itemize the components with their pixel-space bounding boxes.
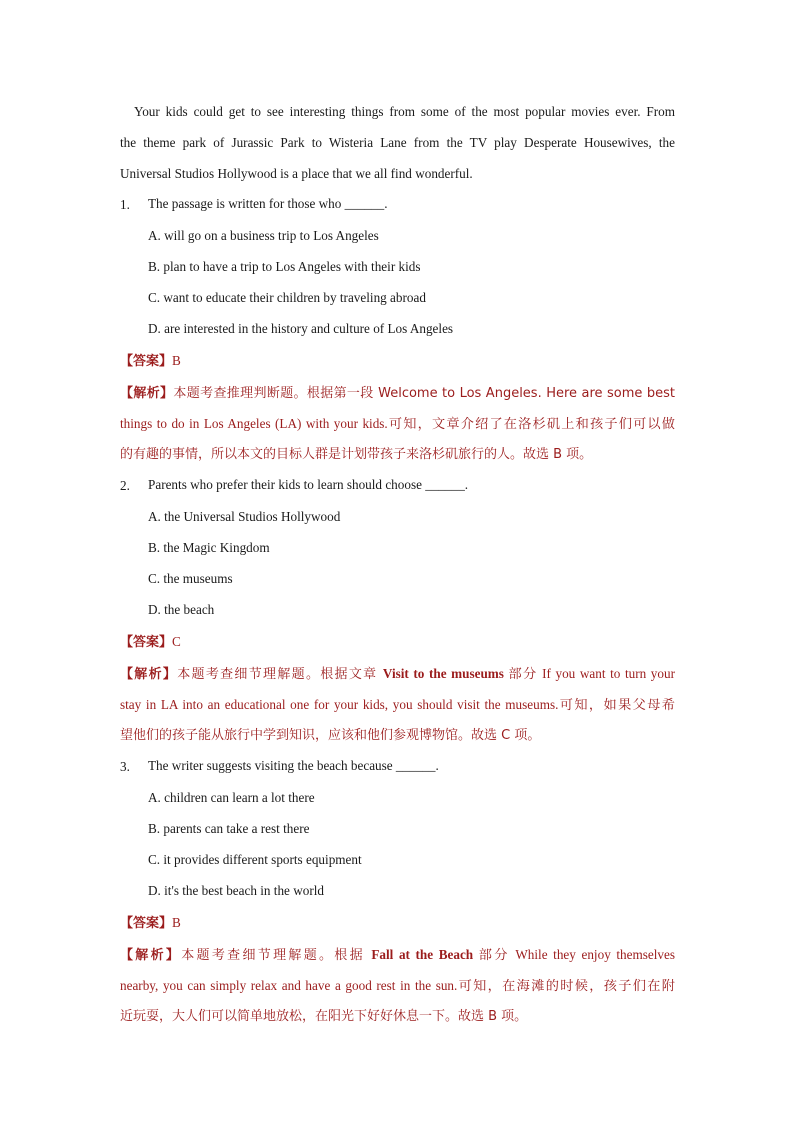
question-3-option-a: A. children can learn a lot there [148,790,315,805]
analysis-text-post: 部分 While they enjoy themselves [473,947,675,962]
question-3-answer [120,914,675,933]
question-2-number: 2. [120,478,130,493]
question-2-analysis-line-2: stay in LA into an educational one for your kids, you should visit the museums.可知，如果父母希 [120,697,675,712]
question-1-option-b: B. plan to have a trip to Los Angeles with their kids [148,259,421,274]
question-1-answer [120,352,675,371]
analysis-tag: 【解析】 [120,386,174,401]
question-3-analysis-line-3: 近玩耍，大人们可以简单地放松，在阳光下好好休息一下。故选 B 项。 [120,1009,528,1024]
answer-tag: 【答案】 [120,916,173,931]
question-2-option-b: B. the Magic Kingdom [148,540,270,555]
question-1-analysis-line-3: 的有趣的事情，所以本文的目标人群是计划带孩子来洛杉矶旅行的人。故选 B 项。 [120,447,593,462]
question-3-number: 3. [120,759,130,774]
answer-value: C [172,634,181,649]
question-1-analysis-line-1 [120,384,675,403]
question-1-stem: The passage is written for those who ______. [148,196,388,211]
analysis-section-name: Visit to the museums [382,666,504,681]
question-2-answer [120,633,675,652]
question-3-analysis-line-2: nearby, you can simply relax and have a good rest in the sun.可知，在海滩的时候，孩子们在附 [120,978,675,993]
question-2-option-c: C. the museums [148,571,233,586]
question-2-option-a: A. the Universal Studios Hollywood [148,509,341,524]
question-3-analysis-line-1 [120,946,675,965]
question-2-option-d: D. the beach [148,602,215,617]
answer-tag: 【答案】 [120,635,173,650]
question-1-number: 1. [120,197,130,212]
question-3-stem: The writer suggests visiting the beach because ______. [148,758,439,773]
question-1-option-c: C. want to educate their children by traveling abroad [148,290,426,305]
analysis-text-pre: 本题考查细节理解题。根据文章 [177,667,383,682]
question-1-option-d: D. are interested in the history and culture of Los Angeles [148,321,454,336]
question-3-option-b: B. parents can take a rest there [148,821,310,836]
analysis-text-pre: 本题考查细节理解题。根据 [181,948,372,963]
question-2-analysis-line-3: 望他们的孩子能从旅行中学到知识，应该和他们参观博物馆。故选 C 项。 [120,728,541,743]
intro-line-1: Your kids could get to see interesting things from some of the most popular movies ever. From [134,104,675,119]
analysis-text-post: 部分 If you want to turn your [503,666,675,681]
answer-value: B [172,353,181,368]
answer-value: B [172,915,181,930]
analysis-text: 本题考查推理判断题。根据第一段 Welcome to Los Angeles. Here are some best [173,386,675,401]
analysis-tag: 【解析】 [120,948,182,963]
question-1-option-a: A. will go on a business trip to Los Angeles [148,228,379,243]
intro-line-3: Universal Studios Hollywood is a place that we all find wonderful. [120,166,473,181]
question-2-analysis-line-1 [120,665,675,684]
analysis-tag: 【解析】 [120,667,178,682]
question-3-option-d: D. it's the best beach in the world [148,883,324,898]
question-1-analysis-line-2: things to do in Los Angeles (LA) with your kids.可知，文章介绍了在洛杉矶上和孩子们可以做 [120,416,675,431]
analysis-section-name: Fall at the Beach [371,947,474,962]
answer-tag: 【答案】 [120,354,173,369]
question-2-stem: Parents who prefer their kids to learn should choose ______. [148,477,469,492]
intro-line-2: the theme park of Jurassic Park to Wisteria Lane from the TV play Desperate Housewives, the [120,135,675,150]
question-3-option-c: C. it provides different sports equipment [148,852,362,867]
